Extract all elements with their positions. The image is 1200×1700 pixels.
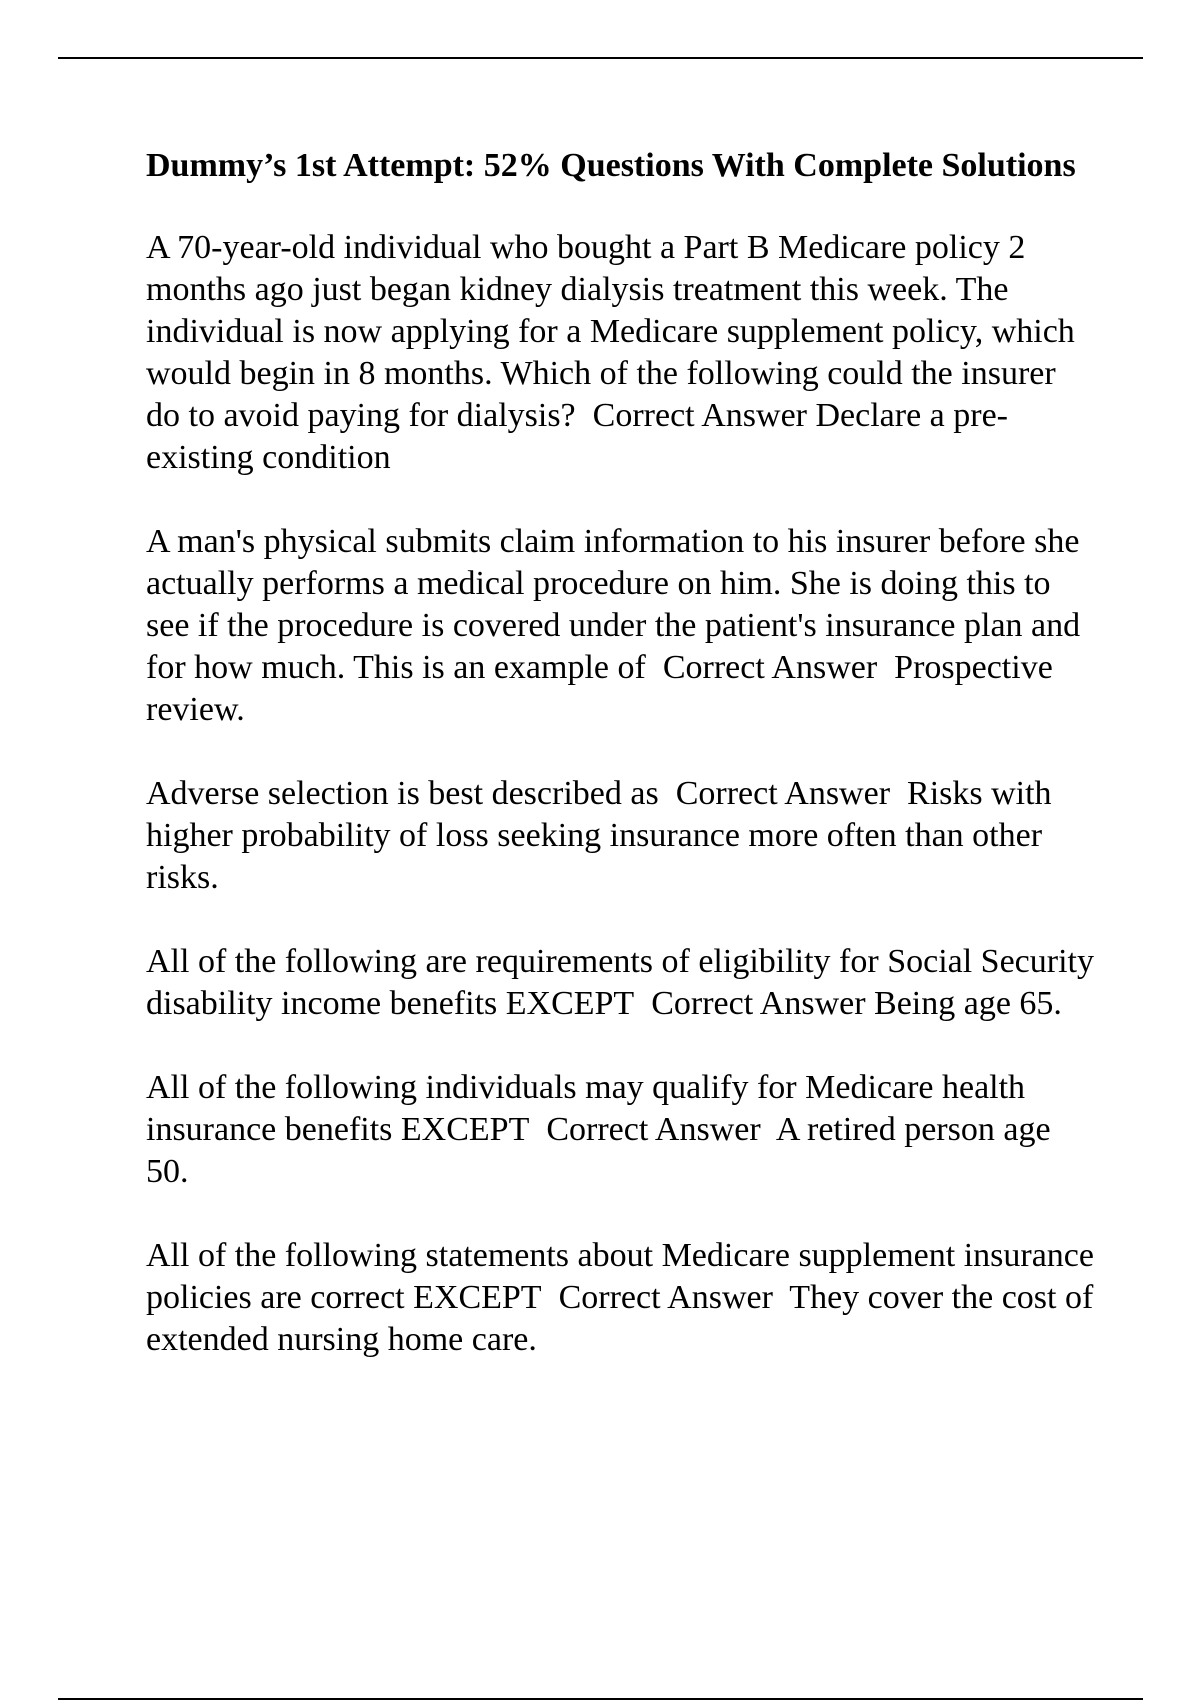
document-body bbox=[146, 145, 1096, 1403]
qa-item bbox=[146, 1235, 1096, 1361]
answer-text: Declare a pre-existing condition bbox=[146, 397, 1008, 476]
question-text: All of the following are requirements of eligibility for Social Security disability income benefits EXCEPT bbox=[146, 943, 1094, 1022]
answer-text: They cover the cost of extended nursing home care. bbox=[146, 1279, 1094, 1358]
answer-text: A retired person age 50. bbox=[146, 1111, 1051, 1190]
answer-text: Prospective review. bbox=[146, 649, 1053, 728]
question-text: All of the following statements about Medicare supplement insurance policies are correct EXCEPT bbox=[146, 1237, 1094, 1316]
top-rule bbox=[58, 57, 1143, 59]
qa-item bbox=[146, 521, 1096, 731]
answer-text: Risks with higher probability of loss seeking insurance more often than other risks. bbox=[146, 775, 1052, 896]
qa-item bbox=[146, 1067, 1096, 1193]
question-text: Adverse selection is best described as bbox=[146, 775, 659, 812]
answer-label: Correct Answer bbox=[558, 1279, 773, 1316]
answer-text: Being age 65. bbox=[874, 985, 1062, 1022]
answer-label: Correct Answer bbox=[662, 649, 878, 686]
question-text: All of the following individuals may qualify for Medicare health insurance benefits EXCEPT bbox=[146, 1069, 1026, 1148]
qa-item bbox=[146, 773, 1096, 899]
question-text: A man's physical submits claim information to his insurer before she actually performs a medical procedure on him. She is doing this to see if the procedure is covered under the patient's insurance plan and for how much. This is an example of bbox=[146, 523, 1081, 686]
qa-item bbox=[146, 941, 1096, 1025]
document-title: Dummy’s 1st Attempt: 52% Questions With Complete Solutions bbox=[146, 147, 1076, 184]
answer-label: Correct Answer bbox=[675, 775, 891, 812]
question-text: A 70-year-old individual who bought a Part B Medicare policy 2 months ago just began kidney dialysis treatment this week. The individual is now applying for a Medicare supplement policy, which would begin in 8 months. Which of the following could the insurer do to avoid paying for dialysis? bbox=[146, 229, 1075, 434]
answer-label: Correct Answer bbox=[592, 397, 807, 434]
answer-label: Correct Answer bbox=[546, 1111, 761, 1148]
qa-item bbox=[146, 227, 1096, 479]
answer-label: Correct Answer bbox=[651, 985, 866, 1022]
